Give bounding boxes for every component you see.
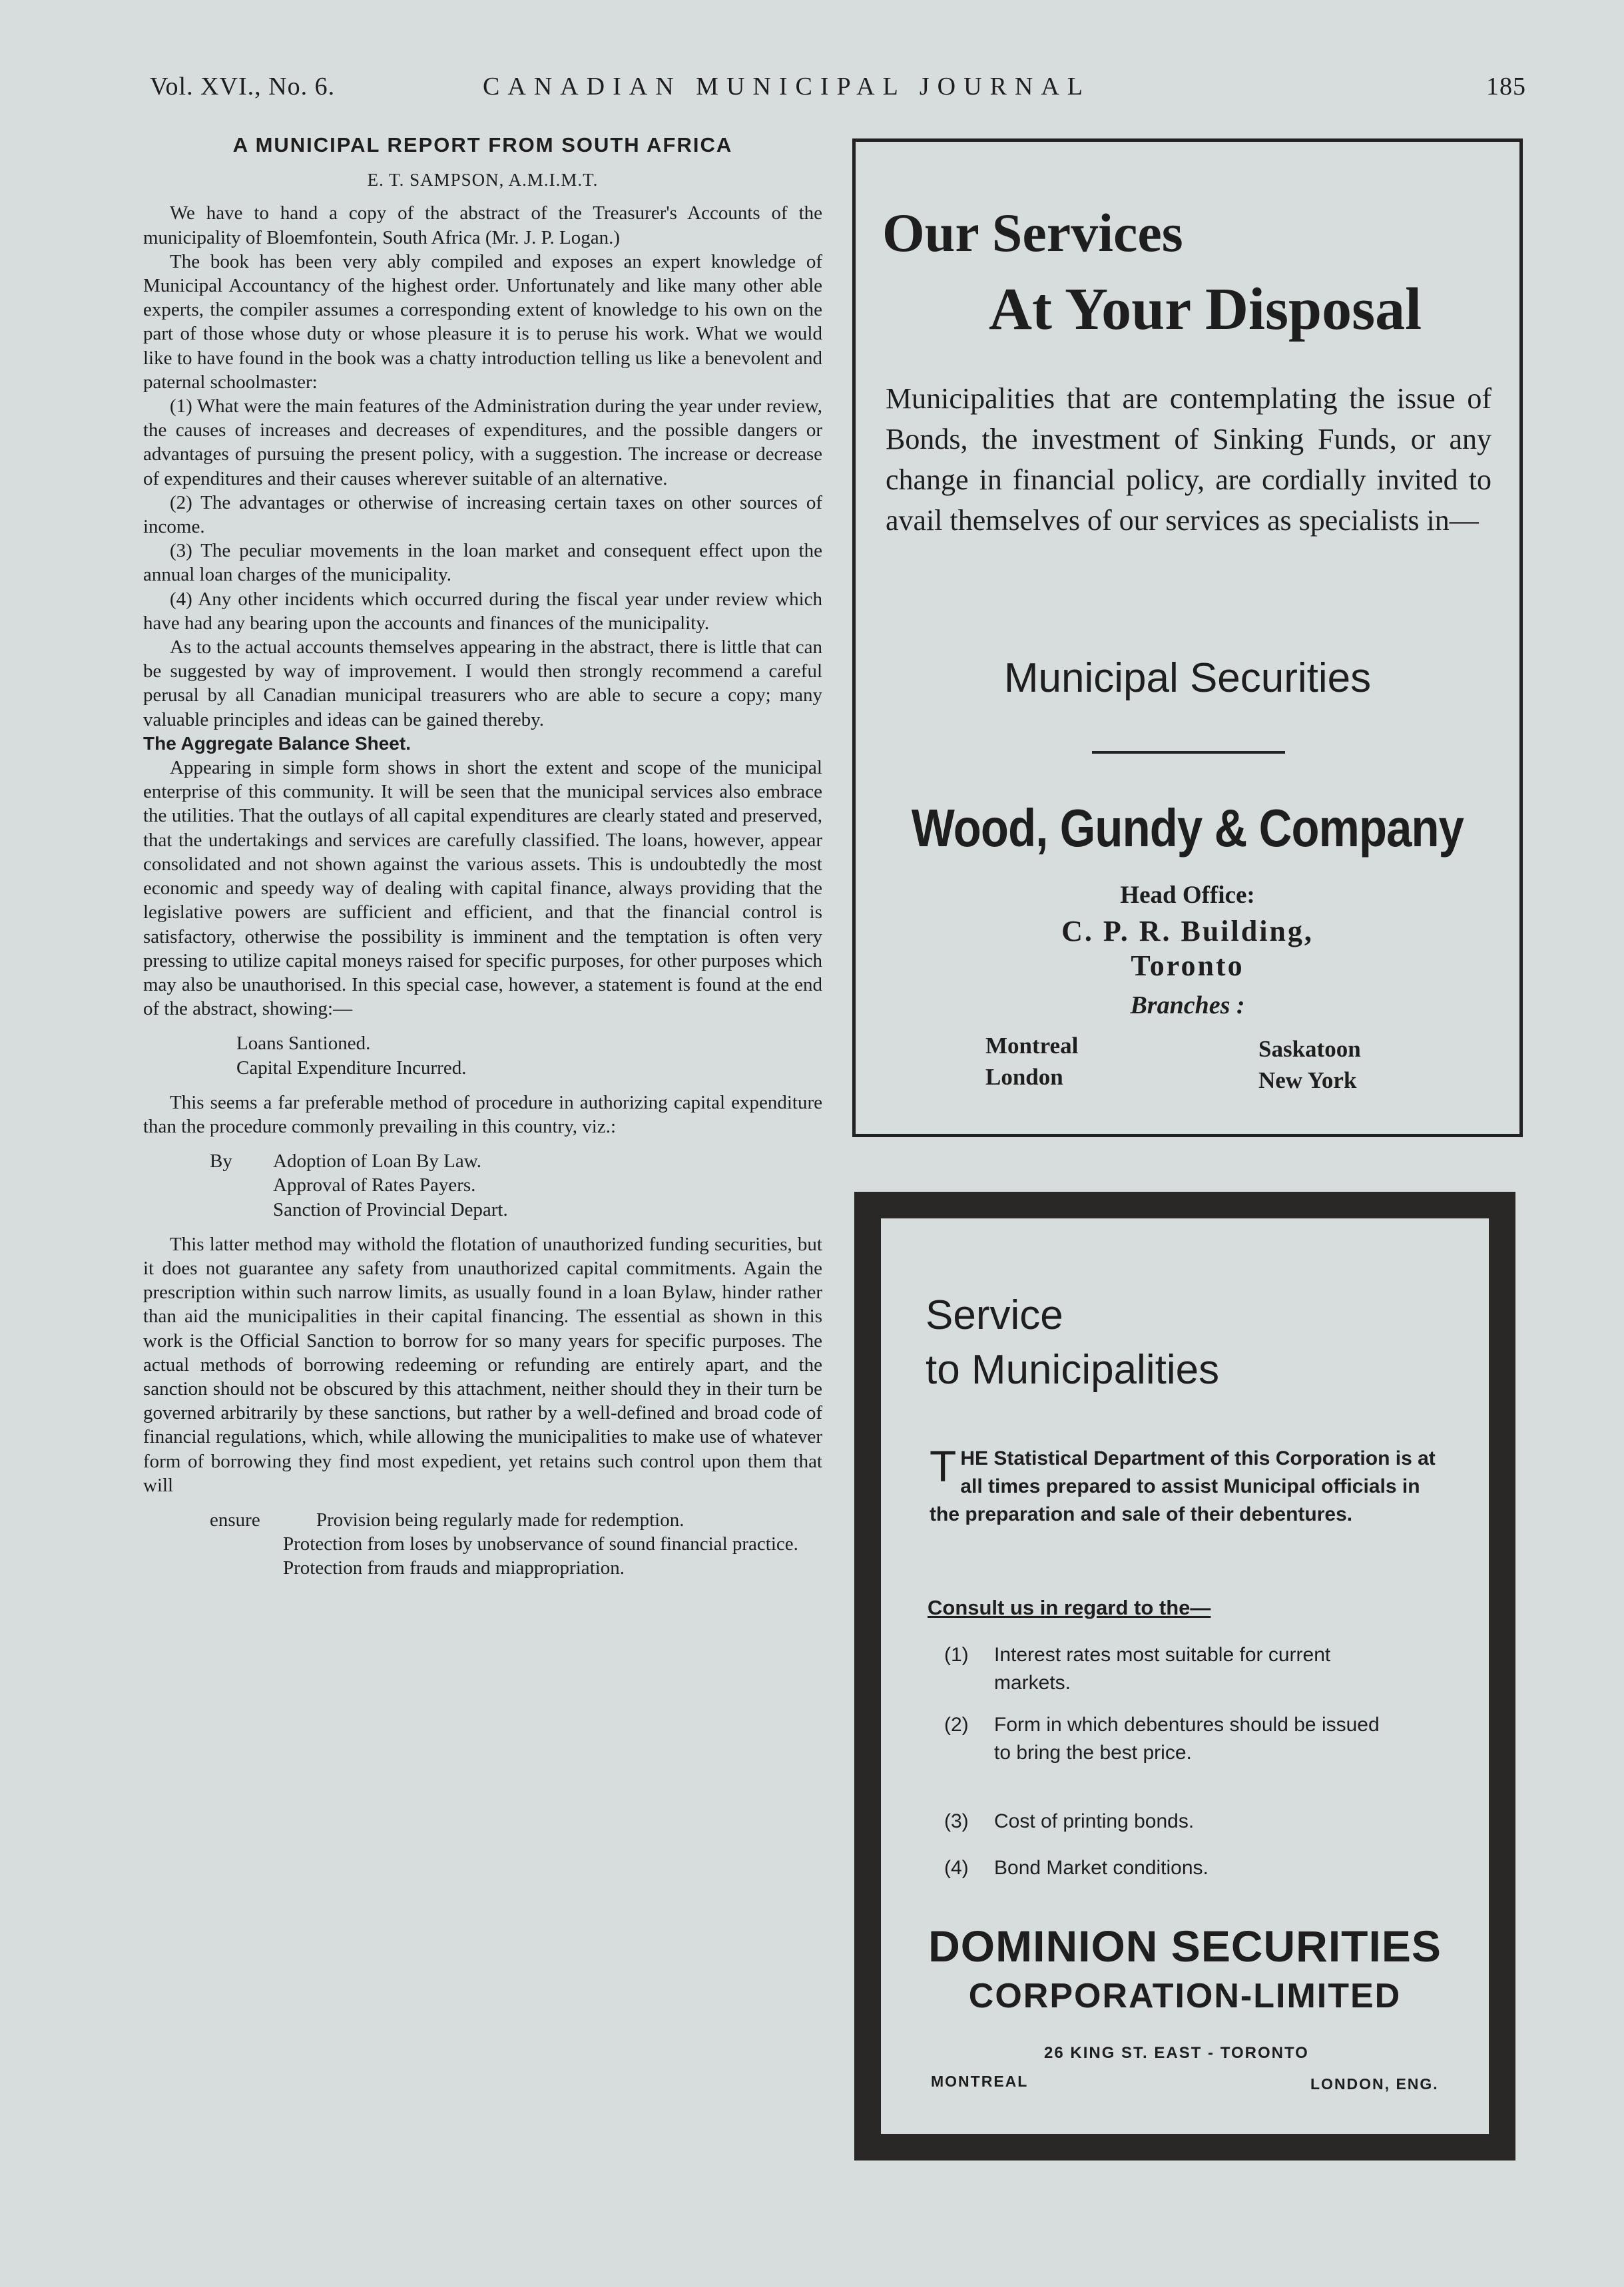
drop-cap: T — [930, 1441, 957, 1491]
branches-label: Branches : — [1130, 991, 1245, 1019]
list-lead: By — [210, 1150, 232, 1172]
volume-issue: Vol. XVI., No. 6. — [150, 73, 336, 101]
article-author: E. T. SAMPSON, A.M.I.M.T. — [367, 170, 599, 190]
branch-city: Saskatoon — [1258, 1036, 1361, 1062]
list-item: Approval of Rates Payers. — [273, 1174, 476, 1196]
article-paragraph: This latter method may withold the flotation of unauthorized funding securities, but it does not guarantee any safety from unauthorized capital commitments. Again the prescription within such narrow limits, as usually found in a loan Bylaw, hinder rather than aid the municipalities in their capital financing. The essential as shown in this work is the Official Sanction to borrow for so many years for specific purposes. The actual methods of borrowing redeeming or refunding are entirely apart, and the sanction should not be obscured by this attachment, neither should they in their turn be governed arbitrarily by these sanctions, but rather by a well-defined and broad code of financial regulations, which, while allowing the municipalities to make use of whatever form of borrowing they find most expedient, yet retains such control upon them that will — [143, 1233, 822, 1496]
list-item: Protection from frauds and miappropriation. — [283, 1557, 625, 1579]
address-line: C. P. R. Building, — [1061, 915, 1314, 947]
article-column — [143, 133, 822, 1581]
ad-body: Municipalities that are contemplating the issue of Bonds, the investment of Sinking Funds, or any change in financial policy, are cordially invited to avail themselves of our services as specialists in— — [886, 382, 1491, 537]
item-number: (4) — [944, 1857, 969, 1879]
ad-heading: At Your Disposal — [989, 276, 1422, 342]
list-item: Capital Expenditure Incurred. — [236, 1057, 467, 1079]
company-name: DOMINION SECURITIES — [928, 1921, 1442, 1971]
ad-body — [930, 1441, 1449, 1529]
list-item: Protection from loses by unobservance of sound financial practice. — [283, 1533, 798, 1555]
company-address: 26 KING ST. EAST - TORONTO — [1044, 2044, 1309, 2062]
journal-title: CANADIAN MUNICIPAL JOURNAL — [483, 73, 1091, 101]
article-paragraph: This seems a far preferable method of procedure in authorizing capital expenditure than the procedure commonly prevailing in this country, viz.: — [143, 1091, 822, 1137]
service-item — [944, 1854, 1397, 1882]
article-title: A MUNICIPAL REPORT FROM SOUTH AFRICA — [232, 133, 733, 156]
item-number: (1) — [944, 1644, 969, 1666]
heading-line: Service — [926, 1292, 1063, 1338]
address-line: Toronto — [1131, 949, 1244, 982]
item-number: (2) — [944, 1714, 969, 1736]
article-list-item: (1) What were the main features of the Administration during the year under review, the causes of increases and decreases of expenditures, and the possible dangers or advantages of pursuing the present policy, with a suggestion. The increase or decrease of expenditures and their causes wherever suitable of an alternative. — [143, 395, 822, 489]
list-item: Adoption of Loan By Law. — [273, 1150, 482, 1172]
list-lead: ensure — [210, 1509, 260, 1531]
list-item: Sanction of Provincial Depart. — [273, 1198, 508, 1220]
article-subheading: The Aggregate Balance Sheet. — [143, 732, 411, 754]
item-text: Cost of printing bonds. — [994, 1810, 1195, 1832]
article-paragraph: As to the actual accounts themselves appearing in the abstract, there is little that can be suggested by way of improvement. I would then strongly recommend a careful perusal by all Canadian municipal treasurers who are able to secure a copy; many valuable principles and ideas can be gained thereby. — [143, 636, 822, 730]
ad-body-text: HE Statistical Department of this Corporation is at all times prepared to assist Municipal officials in the preparation and sale of their debentures. — [930, 1447, 1436, 1525]
ad-heading — [926, 1288, 1219, 1398]
branch-city: Montreal — [985, 1033, 1079, 1059]
service-item — [944, 1641, 1397, 1697]
article-list-item: (4) Any other incidents which occurred during the fiscal year under review which have had any bearing upon the accounts and finances of the municipality. — [143, 588, 822, 634]
head-office-label: Head Office: — [1120, 882, 1255, 909]
item-text: Bond Market conditions. — [994, 1857, 1209, 1879]
page-number: 185 — [1486, 73, 1526, 101]
branch-city: London — [985, 1064, 1063, 1090]
article-paragraph: Appearing in simple form shows in short the extent and scope of the municipal enterprise of this community. It will be seen that the municipal services also embrace the utilities. That the outlays of all capital expenditures are clearly stated and preserved, that the undertakings and services are carefully classified. The loans, however, appear consolidated and not shown against the various assets. This is undoubtedly the most economic and speedy way of dealing with capital finance, always providing that the legislative powers are sufficient and efficient, and that the financial control is satisfactory, otherwise the possibility is imminent and the temptation is often very pressing to utilize capital moneys raised for specific purposes, for other purposes which may also be unauthorised. In this special case, however, a statement is found at the end of the abstract, showing:— — [143, 757, 822, 1020]
list-item: Loans Santioned. — [236, 1033, 371, 1055]
head-office-address — [856, 914, 1519, 983]
wood-gundy-advertisement — [852, 138, 1523, 1137]
article-paragraph: We have to hand a copy of the abstract of the Treasurer's Accounts of the municipality of Bloemfontein, South Africa (Mr. J. P. Logan.) — [143, 202, 822, 248]
branch-city: New York — [1258, 1067, 1357, 1093]
service-item — [944, 1711, 1397, 1767]
ad-heading: Our Services — [882, 202, 1183, 263]
article-list-item: (2) The advantages or otherwise of increasing certain taxes on other sources of income. — [143, 491, 822, 538]
heading-line: to Municipalities — [926, 1347, 1220, 1393]
item-text: Interest rates most suitable for current markets. — [994, 1644, 1331, 1694]
service-item — [944, 1808, 1397, 1836]
company-name-line2: CORPORATION-LIMITED — [968, 1977, 1402, 2015]
list-item: Provision being regularly made for redemption. — [316, 1509, 684, 1531]
divider — [1092, 751, 1285, 754]
dominion-securities-advertisement — [854, 1192, 1515, 2160]
ad-panel — [881, 1218, 1489, 2134]
company-name: Wood, Gundy & Company — [911, 798, 1464, 858]
office-city: MONTREAL — [931, 2073, 1029, 2090]
item-number: (3) — [944, 1810, 969, 1832]
article-paragraph: The book has been very ably compiled and exposes an expert knowledge of Municipal Accountancy of the highest order. Unfortunately and like many other able experts, the compiler assumes a corresponding extent of knowledge to his own on the part of those whose duty or whose pleasure it is to peruse his work. What we would like to have found in the book was a chatty introduction telling us like a benevolent and paternal schoolmaster: — [143, 250, 822, 393]
item-text: Form in which debentures should be issued to bring the best price. — [994, 1714, 1380, 1764]
office-city: LONDON, ENG. — [1310, 2075, 1439, 2093]
article-list-item: (3) The peculiar movements in the loan market and consequent effect upon the annual loan charges of the municipality. — [143, 540, 822, 586]
consult-heading: Consult us in regard to the— — [928, 1596, 1211, 1619]
ad-specialty: Municipal Securities — [1003, 655, 1372, 701]
